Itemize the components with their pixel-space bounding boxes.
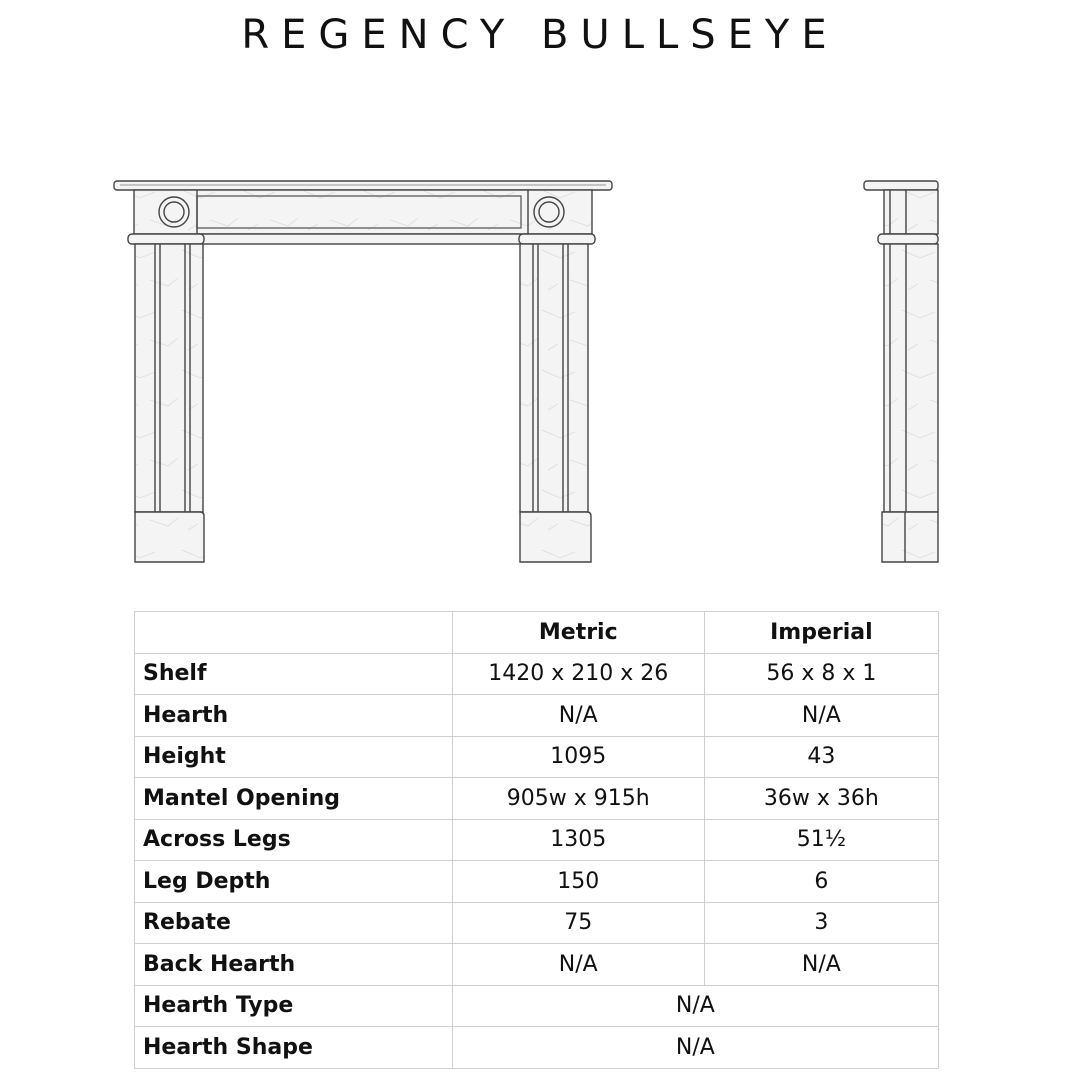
imperial-value: 56 x 8 x 1 bbox=[704, 653, 938, 695]
metric-value: 75 bbox=[452, 902, 704, 944]
row-label: Hearth bbox=[135, 695, 453, 737]
specification-table bbox=[134, 611, 939, 1069]
table-row bbox=[135, 653, 939, 695]
header-blank bbox=[135, 612, 453, 654]
table-row-merged bbox=[135, 1027, 939, 1069]
side-elevation bbox=[864, 181, 938, 562]
imperial-value: 43 bbox=[704, 736, 938, 778]
merged-value: N/A bbox=[452, 985, 938, 1027]
row-label: Rebate bbox=[135, 902, 453, 944]
metric-value: 1095 bbox=[452, 736, 704, 778]
front-elevation bbox=[114, 181, 612, 562]
table-row bbox=[135, 695, 939, 737]
table-header-row bbox=[135, 612, 939, 654]
imperial-value: N/A bbox=[704, 695, 938, 737]
imperial-value: 36w x 36h bbox=[704, 778, 938, 820]
table-row bbox=[135, 819, 939, 861]
row-label: Hearth Type bbox=[135, 985, 453, 1027]
row-label: Across Legs bbox=[135, 819, 453, 861]
header-imperial: Imperial bbox=[704, 612, 938, 654]
row-label: Mantel Opening bbox=[135, 778, 453, 820]
header-metric: Metric bbox=[452, 612, 704, 654]
row-label: Leg Depth bbox=[135, 861, 453, 903]
metric-value: 905w x 915h bbox=[452, 778, 704, 820]
metric-value: 150 bbox=[452, 861, 704, 903]
metric-value: 1420 x 210 x 26 bbox=[452, 653, 704, 695]
imperial-value: 6 bbox=[704, 861, 938, 903]
table-row bbox=[135, 944, 939, 986]
metric-value: N/A bbox=[452, 695, 704, 737]
imperial-value: N/A bbox=[704, 944, 938, 986]
table-row bbox=[135, 902, 939, 944]
imperial-value: 51½ bbox=[704, 819, 938, 861]
row-label: Height bbox=[135, 736, 453, 778]
metric-value: N/A bbox=[452, 944, 704, 986]
table-row bbox=[135, 736, 939, 778]
row-label: Shelf bbox=[135, 653, 453, 695]
merged-value: N/A bbox=[452, 1027, 938, 1069]
page-title: REGENCY BULLSEYE bbox=[241, 12, 839, 58]
table-row bbox=[135, 861, 939, 903]
table-row-merged bbox=[135, 985, 939, 1027]
metric-value: 1305 bbox=[452, 819, 704, 861]
row-label: Back Hearth bbox=[135, 944, 453, 986]
imperial-value: 3 bbox=[704, 902, 938, 944]
row-label: Hearth Shape bbox=[135, 1027, 453, 1069]
table-row bbox=[135, 778, 939, 820]
